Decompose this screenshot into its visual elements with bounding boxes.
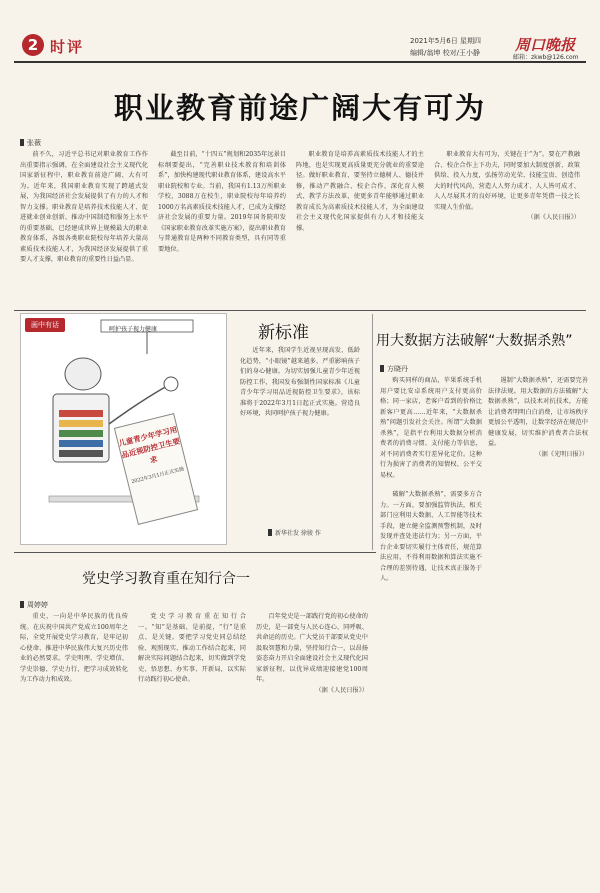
issue-date: 2021年5月6日 星期四 — [410, 37, 481, 45]
bigdata-column-2: 破解“大数据杀熟”，需要多方合力。一方面，要加强监管执法，相关部门应利用大数据、人工智能等技术手段，建立健全监测预警机制，及时发现并查处违法行为；另一方面，平台企业要切实履行主体责任，规范算法应用，不得利用数据和算法实施不合理的差别待遇，让技术真正服务于人。 — [380, 491, 482, 582]
page-number-badge: 2 — [22, 34, 44, 56]
cartoon-illustration — [20, 313, 227, 545]
party-divider — [14, 552, 376, 553]
header-rule — [14, 61, 586, 63]
lead-column-4: 职业教育大有可为，关键在于“为”。要在产教融合、校企合作上下功夫，同时要加大制度创新、政策供给、投入力度，弘扬劳动光荣、技能宝贵、创造伟大的时代风尚，营造人人努力成才、人人皆可成才、人人尽展其才的良好环境，让更多青年凭借一技之长实现人生价值。 （据《人民日报》） — [434, 150, 580, 305]
party-column-2: 党史学习教育重在知行合一。“知”是基础、是前提，“行”是重点、是关键。要把学习党史同总结经验、观照现实、推动工作结合起来，同解决实际问题结合起来，切实做到学党史、悟思想、办实事、开新局，以实际行动践行初心使命。 — [138, 613, 246, 683]
lead-column-1: 前不久，习近平总书记对职业教育工作作出重要指示强调，在全面建设社会主义现代化国家新征程中，职业教育前途广阔、大有可为。近年来，我国职业教育实现了跨越式发展，为我国经济社会发展提供了有力的人才和智力支撑。职业教育是培养技术技能人才、促进就业创业创新、推动中国制造和服务上水平的重要基础，已经建成世界上规模最大的职业教育体系，各级各类职业院校每年培养大量高素质技术技能人才，为我国经济发展提供了重要人才支撑，职业教育的重要性日益凸显。 — [20, 151, 148, 263]
bigdata-source: （据《光明日报》） — [535, 450, 588, 458]
page-header — [0, 0, 600, 62]
lead-column-2: 截至目前，“十四五”规划和2035年远景目标纲要提出，“完善职业技术教育和培训体系”，加快构建现代职业教育体系，建设高水平职业院校和专业。当前，我国有1.13万所职业学校，3088万在校生，职业院校每年培养约1000万名高素质技术技能人才，已成为支撑经济社会发展的重要力量。2019年国务院印发《国家职业教育改革实施方案》，提出职业教育与普通教育是两种不同教育类型，具有同等重要地位。 — [158, 151, 286, 253]
standard-book-title: 儿童青少年学习用品近视防控卫生要求 — [117, 424, 181, 466]
lead-source: （据《人民日报》） — [527, 214, 580, 221]
party-column-3: 百年党史是一部践行党的初心使命的历史，是一部党与人民心连心、同呼吸、共命运的历史。广大党员干部要从党史中汲取智慧和力量，坚持知行合一，以昂扬姿态奋力开启全面建设社会主义现代化国家新征程，以优异成绩迎接建党100周年。 （据《人民日报》） — [256, 612, 368, 862]
editor-credits: 编辑/翁坤 校对/王小静 — [410, 49, 480, 57]
news-credit: 新华社发 徐骏 作 — [268, 528, 321, 537]
party-title: 党史学习教育重在知行合一 — [82, 571, 250, 587]
party-source: （据《人民日报》） — [315, 686, 368, 694]
lead-divider — [14, 310, 586, 311]
section-name: 时评 — [50, 38, 85, 56]
bigdata-column-3: 遏制“大数据杀熟”，还需要完善法律法规。用大数据的方法破解“大数据杀熟”，以技术对抗技术，方能让消费者明明白白消费，让市场秩序更加公平透明，让数字经济在规范中健康发展，切实维护消费者合法权益。 （据《光明日报》） — [488, 376, 588, 851]
party-column-1: 重史，一向是中华民族的优良传统。在庆祝中国共产党成立100周年之际，全党开展党史学习教育，是牢记初心使命、推进中华民族伟大复兴历史伟业的必然要求。学史明理、学史增信、学史崇德、学史力行，把学习成效转化为工作动力和成效。 — [20, 613, 128, 683]
contact-email: 邮箱：zkwb@126.com — [513, 54, 579, 61]
lead-article-author: 张薇 — [20, 138, 41, 148]
cartoon-badge: 画中有话 — [25, 318, 65, 332]
standard-book-date: 2022年3月1日正式实施 — [130, 466, 185, 486]
news-body: 近年来，我国学生近视呈现高发、低龄化趋势，“小眼镜”越来越多，严重影响孩子们的身心健康。为切实加强儿童青少年近视防控工作，我国发布强制性国家标准《儿童青少年学习用品近视防控卫生要求》，该标准将于2022年3月1日起正式实施。营造良好环境，共同呵护孩子视力健康。 — [240, 347, 360, 417]
newspaper-logo: 周口晚报 — [515, 36, 576, 54]
lead-column-3: 职业教育是培养高素质技术技能人才的主阵地，也是实现更高质量更充分就业的重要途径。做好职业教育，要坚持立德树人、德技并修，推动产教融合、校企合作，深化育人模式、教学方法改革，使更多青年能够通过职业教育成长为高素质技术技能人才，为全面建设社会主义现代化国家提供有力人才和技能支撑。 — [296, 151, 424, 232]
column-divider — [372, 314, 373, 550]
party-author: 周婷婷 — [20, 600, 48, 610]
cartoon-signboard: 呵护孩子视力健康 — [109, 326, 158, 333]
bigdata-column-1: 购买同样的商品，苹果系统手机用户要比安卓系统用户支付更高价格；同一家店，老客户看到的价格比新客户更高……近年来，“大数据杀熟”问题引发社会关注。所谓“大数据杀熟”，是指平台利用大数据分析消费者的消费习惯、支付能力等信息，对不同消费者实行差异化定价。这种行为损害了消费者的知情权、公平交易权。 — [380, 377, 482, 479]
bigdata-author: 方晓丹 — [380, 364, 408, 374]
news-title: 新标准 — [258, 323, 309, 343]
lead-article-title: 职业教育前途广阔大有可为 — [113, 91, 486, 125]
bigdata-title: 用大数据方法破解“大数据杀熟” — [376, 333, 573, 349]
